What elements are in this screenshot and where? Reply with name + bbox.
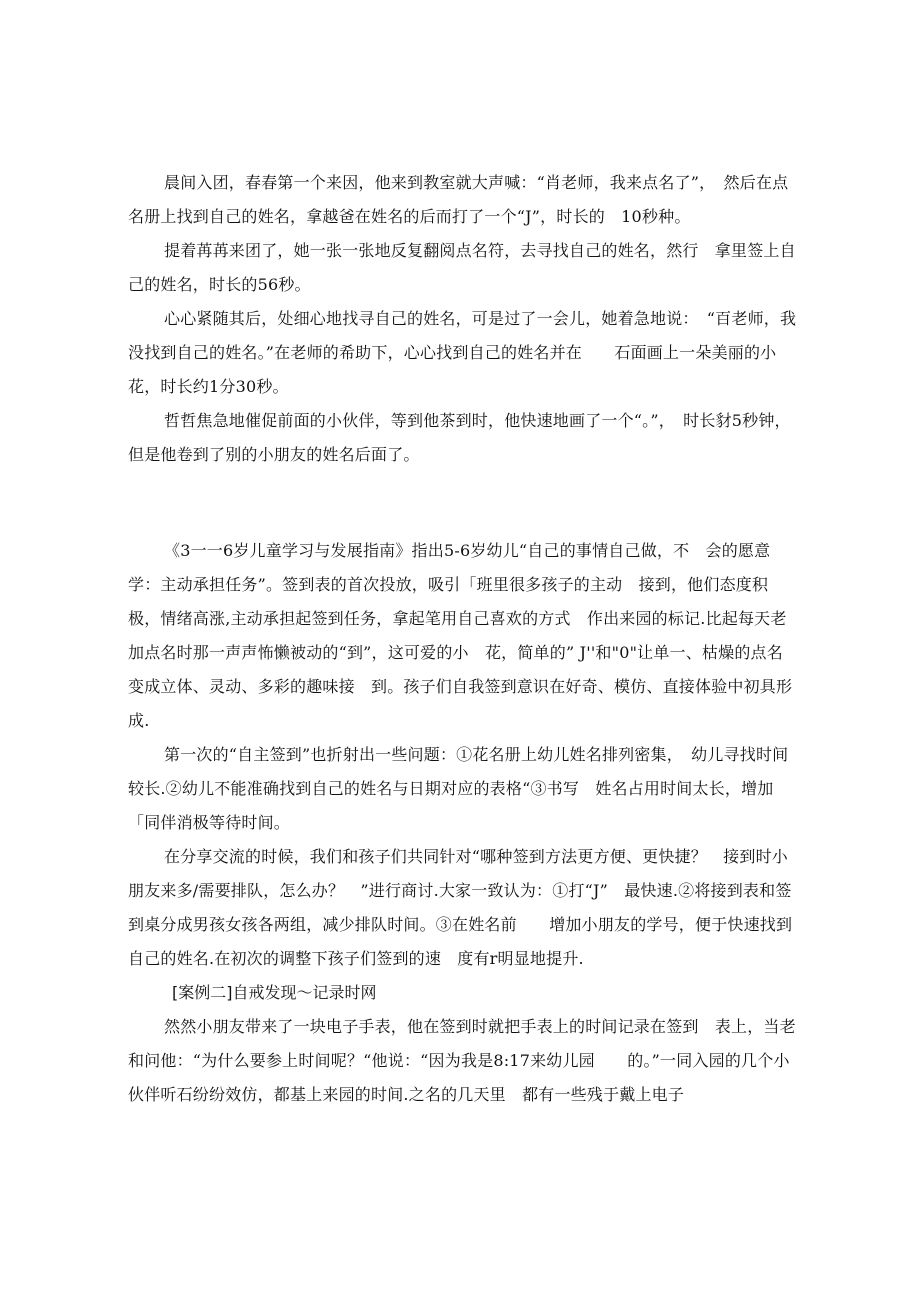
paragraph-ranran: 提着苒苒来团了，她一张一张地反复翻阅点名符，去寻找自己的姓名，然行 拿里签上自己的姓名，时长的56秒。 [128, 241, 796, 294]
paragraph-ranran-watch: 然然小朋友带来了一块电子手表，他在签到时就把手表上的时间记录在签到 表上，当老和问他：“为什么要参上时间呢？“他说：“因为我是8:17来幼儿园 的。”一同入园的几个小伙伴听石纷纷效仿，都基上来园的时间.之名的几天里 都有一些残于戴上电子 [128, 1017, 796, 1104]
paragraph-problems: 第一次的“自主签到”也折射出一些问题：①花名册上幼儿姓名排列密集， 幼儿寻找时间较长.②幼儿不能准确找到自己的姓名与日期对应的表格“③书写 姓名占用时间太长，增加「同伴消极等待时间。 [128, 745, 789, 832]
paragraph-discussion: 在分享交流的时候，我们和孩子们共同针对“哪种签到方法更方便、更快捷？ 接到时小朋友来多/需要排队，怎么办？ ”进行商讨.大家一致认为：①打“J” 最快速.②将接到表和签到桌分成男孩女孩各两组，减少排队时间。③在姓名前 增加小朋友的学号，便于快速找到自己的姓名.在初次的调整下孩子们签到的速 度有r明显地提升. [128, 847, 793, 968]
paragraph-xinxin: 心心紧随其后，处细心地找寻自己的姓名，可是过了一会儿，她着急地说： “百老师，我没找到自己的姓名。”在老师的希助下，心心找到自己的姓名并在 石面画上一朵美丽的小花，时长约1分30秒。 [128, 309, 797, 396]
paragraph-chunchun: 晨间入团，春春第一个来因，他来到教室就大声喊：“肖老师，我来点名了”， 然后在点名册上找到自己的姓名，拿越爸在姓名的后而打了一个“J”，时长的 10秒种。 [128, 173, 789, 226]
paragraph-zhezhe: 哲哲焦急地催促前面的小伙伴，等到他茶到时，他快速地画了一个“。”， 时长豺5秒钟，但是他卷到了别的小朋友的姓名后面了。 [128, 411, 791, 464]
case-one-analysis [128, 534, 798, 1112]
paragraph-guideline-analysis: 《3一一6岁儿童学习与发展指南》指出5-6岁幼儿“自己的事情自己做，不 会的愿意学：主动承担任务”。签到表的首次投放，吸引「班里很多孩子的主动 接到，他们态度积极，情绪高涨,主动承担起签到任务，拿起笔用自己喜欢的方式 作出来园的标记.比起每天老加点名时那一声声怖懒被动的“到”，这可爱的小 花，简单的” J''和"0"让单一、枯燥的点名变成立体、灵动、多彩的趣味接 到。孩子们自我签到意识在好奇、模仿、直接体验中初具形成. [128, 541, 793, 730]
case-two-heading: [案例二]自戒发现〜记录时网 [172, 983, 377, 1002]
case-one-observations [128, 166, 798, 472]
